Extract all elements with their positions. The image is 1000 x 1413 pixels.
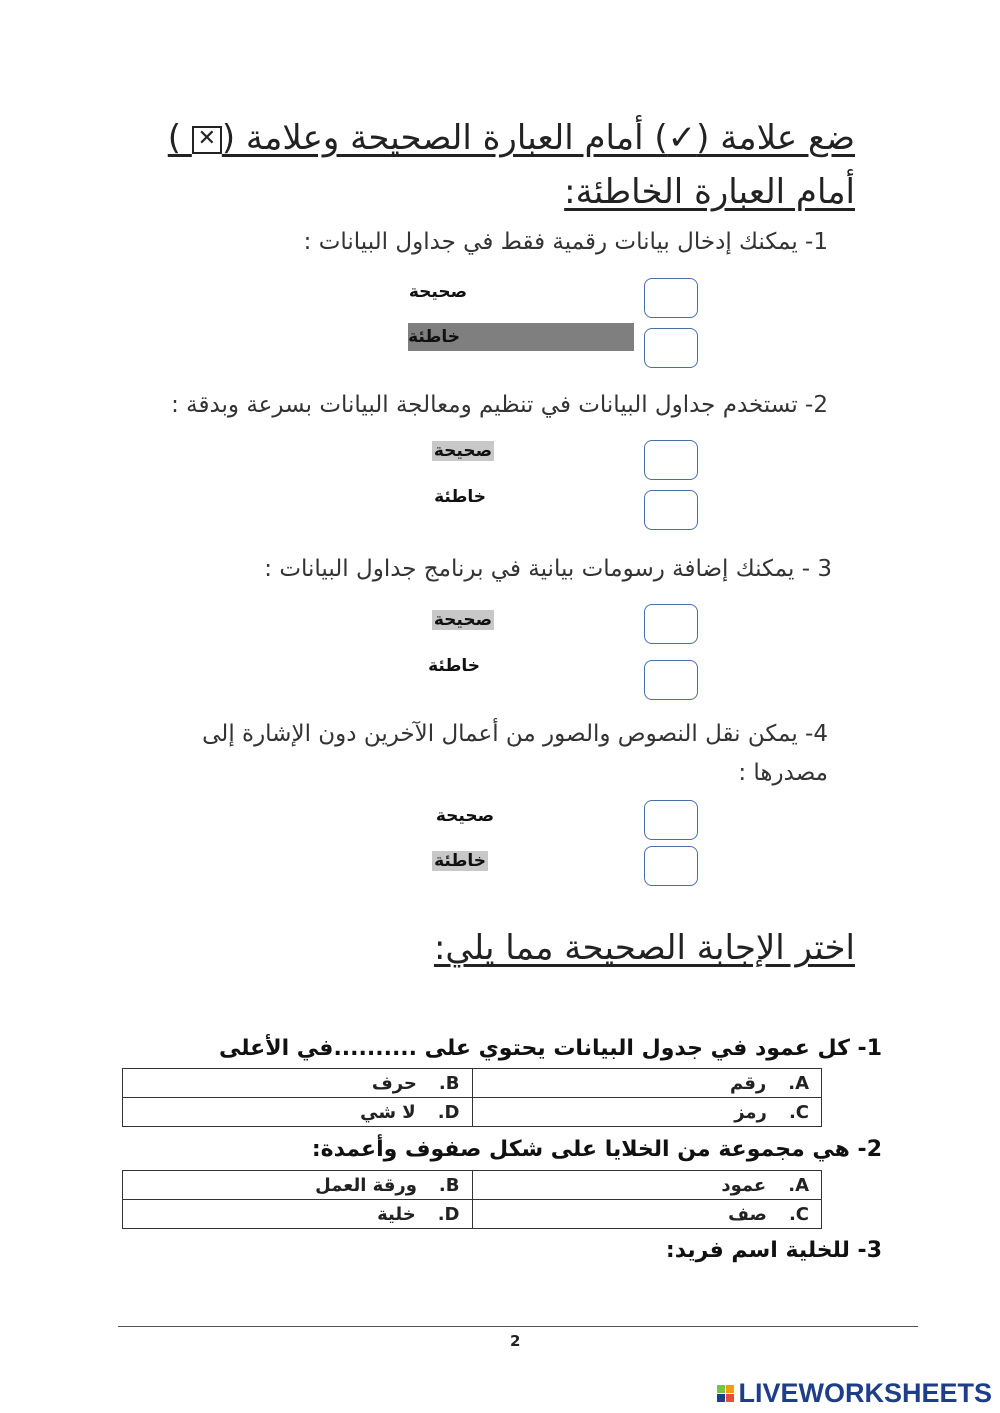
mc-q1-option-c[interactable]	[472, 1098, 822, 1127]
tf-q2-true-checkbox[interactable]	[644, 440, 698, 480]
footer-divider	[118, 1326, 918, 1327]
option-text: حرف	[371, 1072, 417, 1094]
tf-q3-true-label: صحيحة	[433, 610, 492, 630]
option-text: رقم	[729, 1072, 767, 1094]
tf-q4-true-checkbox[interactable]	[644, 800, 698, 840]
mc-q1-options-table	[122, 1068, 822, 1127]
option-text: ورقة العمل	[315, 1174, 417, 1196]
mc-q1-option-a[interactable]	[472, 1069, 822, 1098]
check-mark-icon: ✓	[667, 118, 697, 158]
tf-question-4-line2: مصدرها :	[738, 760, 828, 786]
mc-q2-option-d[interactable]	[123, 1200, 473, 1229]
mc-q2-option-a[interactable]	[472, 1171, 822, 1200]
mc-q2-options-table	[122, 1170, 822, 1229]
tf-q3-false-label: خاطئة	[428, 656, 480, 676]
option-letter: A.	[788, 1072, 809, 1094]
tf-q1-true-label: صحيحة	[408, 282, 467, 302]
option-letter: B.	[438, 1072, 460, 1094]
option-letter: D.	[437, 1203, 460, 1225]
mc-question-3: 3- للخلية اسم فريد:	[665, 1238, 882, 1263]
tf-q4-false-label: خاطئة	[434, 851, 486, 871]
option-letter: A.	[788, 1174, 809, 1196]
tf-q1-true-checkbox[interactable]	[644, 278, 698, 318]
option-text: خلية	[377, 1203, 416, 1225]
option-letter: D.	[437, 1101, 460, 1123]
logo-grid-icon	[717, 1385, 734, 1402]
option-text: لا شي	[360, 1101, 416, 1123]
tf-q3-false-checkbox[interactable]	[644, 660, 698, 700]
mc-question-2: 2- هي مجموعة من الخلايا على شكل صفوف وأعمدة:	[311, 1137, 882, 1162]
title-text-b: ) أمام العبارة الصحيحة وعلامة (	[221, 118, 668, 158]
logo-text: LIVEWORKSHEETS	[738, 1378, 992, 1408]
title-text-a: ضع علامة (	[696, 118, 855, 158]
tf-q2-false-label: خاطئة	[434, 487, 486, 507]
tf-question-4-line1: 4- يمكن نقل النصوص والصور من أعمال الآخرين دون الإشارة إلى	[202, 721, 828, 747]
option-text: رمز	[734, 1101, 767, 1123]
mc-q1-option-d[interactable]	[123, 1098, 473, 1127]
option-text: صف	[728, 1203, 767, 1225]
tf-q1-false-label: خاطئة	[408, 327, 460, 347]
tf-q4-true-label: صحيحة	[435, 806, 494, 826]
liveworksheets-logo	[717, 1378, 992, 1409]
tf-q3-true-checkbox[interactable]	[644, 604, 698, 644]
option-text: عمود	[721, 1174, 767, 1196]
tf-question-1: 1- يمكنك إدخال بيانات رقمية فقط في جداول البيانات :	[303, 229, 828, 255]
mc-question-1: 1- كل عمود في جدول البيانات يحتوي على ..........في الأعلى	[218, 1036, 882, 1061]
page-number: 2	[510, 1332, 521, 1350]
tf-q2-true-label: صحيحة	[433, 441, 492, 461]
mc-q1-option-b[interactable]	[123, 1069, 473, 1098]
tf-question-2: 2- تستخدم جداول البيانات في تنظيم ومعالجة البيانات بسرعة وبدقة :	[171, 392, 828, 418]
title-text-c: )	[167, 118, 192, 158]
x-box-icon: ✕	[192, 126, 222, 154]
tf-question-3: 3 - يمكنك إضافة رسومات بيانية في برنامج جداول البيانات :	[264, 556, 832, 582]
option-letter: B.	[438, 1174, 460, 1196]
tf-q1-false-checkbox[interactable]	[644, 328, 698, 368]
tf-q2-false-checkbox[interactable]	[644, 490, 698, 530]
section2-title: اختر الإجابة الصحيحة مما يلي:	[433, 928, 855, 968]
option-letter: C.	[788, 1203, 809, 1225]
option-letter: C.	[788, 1101, 809, 1123]
mc-q2-option-b[interactable]	[123, 1171, 473, 1200]
mc-q2-option-c[interactable]	[472, 1200, 822, 1229]
section1-title-line2: أمام العبارة الخاطئة:	[564, 172, 855, 212]
section1-title-line1	[168, 118, 855, 158]
tf-q4-false-checkbox[interactable]	[644, 846, 698, 886]
